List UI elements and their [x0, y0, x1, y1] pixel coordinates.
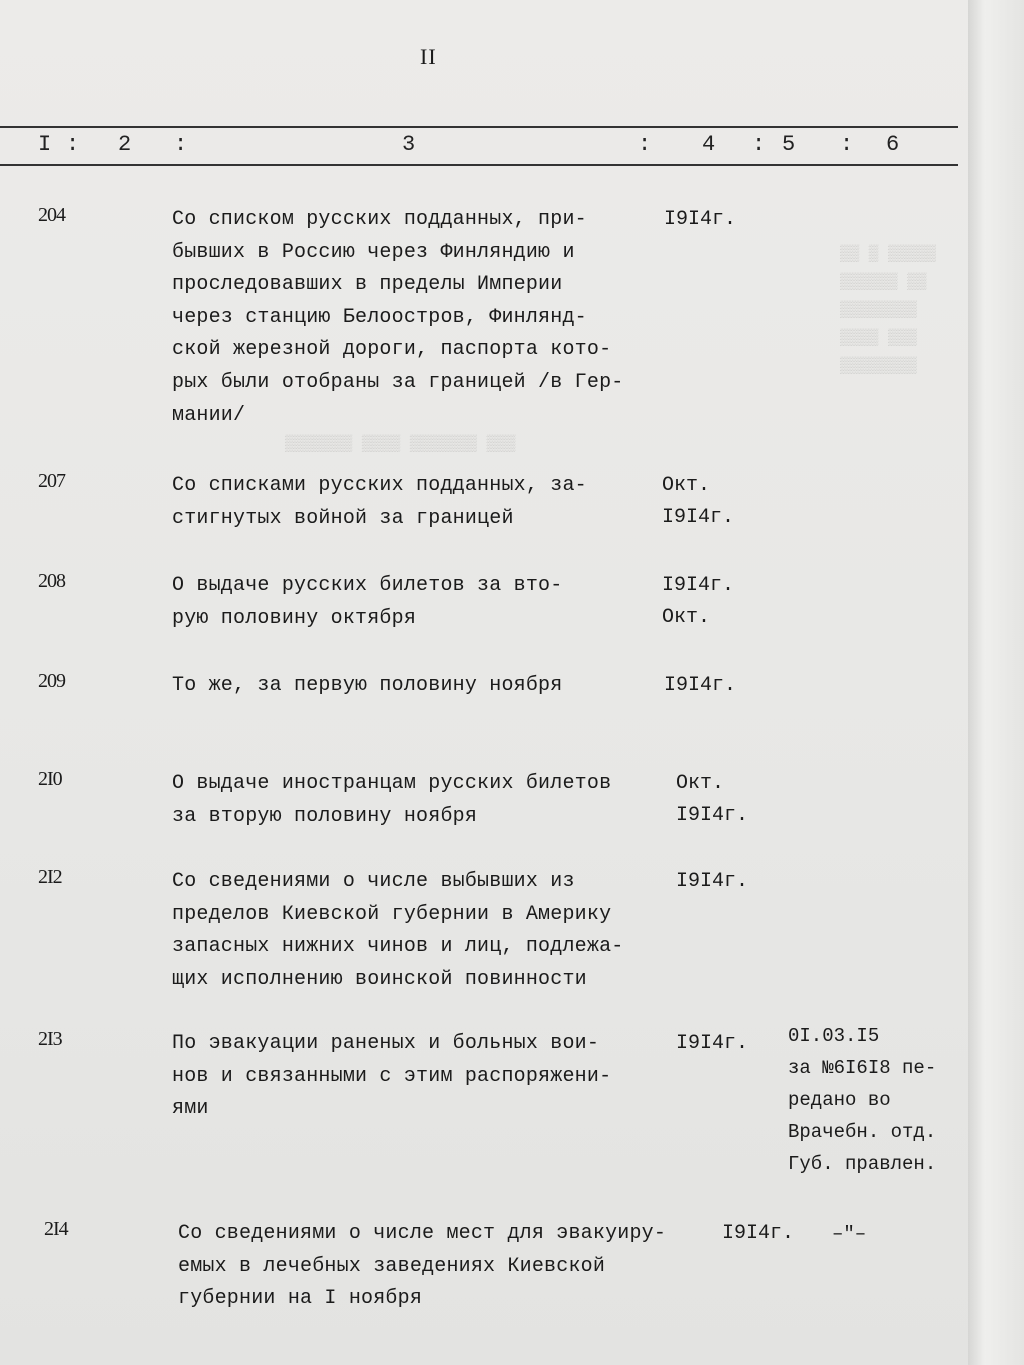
- case-note: 0I.03.I5 за №6I6I8 пе- редано во Врачебн. отд. Губ. правлен.: [788, 1025, 937, 1175]
- column-header-5: 5: [782, 132, 796, 157]
- case-number: 2I4: [44, 1218, 68, 1240]
- case-description: То же, за первую половину ноября: [172, 674, 563, 697]
- bleed-through-text: ▒▒ ▒ ▒▒▒▒▒ ▒▒▒▒▒▒ ▒▒ ▒▒▒▒▒▒▒▒ ▒▒▒▒ ▒▒▒ ▒▒▒▒▒▒▒▒: [840, 245, 937, 375]
- case-date: I9I4г.: [664, 674, 737, 697]
- case-number: 2I2: [38, 866, 62, 888]
- column-header-3: 3: [402, 132, 416, 157]
- case-description: По эвакуации раненых и больных вои- нов и связанными с этим распоряжени- ями: [172, 1032, 612, 1121]
- case-number: 204: [38, 204, 65, 226]
- case-number: 2I0: [38, 768, 62, 790]
- case-description: Со сведениями о числе мест для эвакуиру- емых в лечебных заведениях Киевской губернии на I ноября: [178, 1222, 667, 1311]
- column-separator: :: [66, 132, 80, 157]
- case-number: 208: [38, 570, 65, 592]
- column-separator: :: [752, 132, 766, 157]
- column-separator: :: [638, 132, 652, 157]
- column-header-1: I: [38, 132, 52, 157]
- case-description: О выдаче русских билетов за вто- рую половину октября: [172, 574, 563, 630]
- case-date: I9I4г.: [676, 1032, 749, 1055]
- column-header-4: 4: [702, 132, 716, 157]
- header-rule-bottom: [0, 164, 958, 166]
- case-date: I9I4г.: [676, 870, 749, 893]
- page-number: II: [420, 44, 437, 69]
- column-header-6: 6: [886, 132, 900, 157]
- case-date: I9I4г. Окт.: [662, 574, 735, 629]
- case-number: 209: [38, 670, 65, 692]
- case-date: I9I4г.: [664, 208, 737, 231]
- case-description: Со списком русских подданных, при- бывших в Россию через Финляндию и проследовавших в пределы Империи через станцию Белоостров, Финлянд- ской жерезной дороги, паспорта кото- рых были отобраны за границей /в Гер- мании/: [172, 208, 624, 427]
- header-rule-top: [0, 126, 958, 128]
- column-separator: :: [840, 132, 854, 157]
- bleed-through-text: ▒▒▒▒▒▒▒ ▒▒▒▒ ▒▒▒▒▒▒▒ ▒▒▒: [285, 435, 516, 453]
- page-edge: [968, 0, 1024, 1365]
- case-date: I9I4г.: [722, 1222, 795, 1245]
- column-separator: :: [174, 132, 188, 157]
- case-note: –"–: [832, 1223, 867, 1245]
- case-number: 207: [38, 470, 65, 492]
- case-date: Окт. I9I4г.: [662, 474, 735, 529]
- case-description: О выдаче иностранцам русских билетов за вторую половину ноября: [172, 772, 612, 828]
- case-description: Со сведениями о числе выбывших из пределов Киевской губернии в Америку запасных нижних чинов и лиц, подлежа- щих исполнению воинской повинности: [172, 870, 624, 991]
- case-date: Окт. I9I4г.: [676, 772, 749, 827]
- case-number: 2I3: [38, 1028, 62, 1050]
- column-header-2: 2: [118, 132, 132, 157]
- case-description: Со списками русских подданных, за- стигнутых войной за границей: [172, 474, 587, 530]
